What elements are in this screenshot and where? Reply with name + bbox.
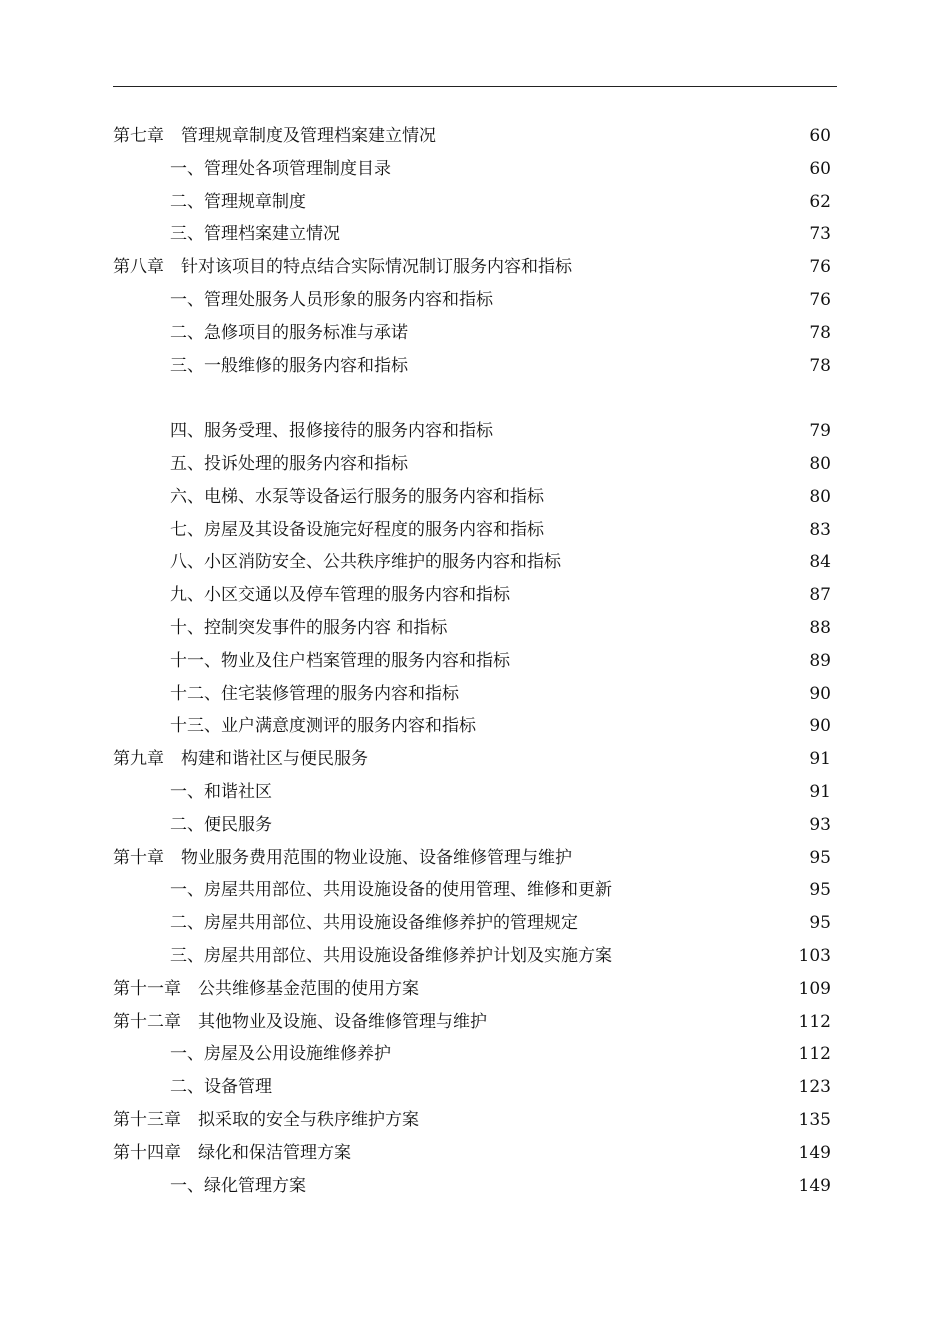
toc-page-number: 90: [809, 683, 831, 704]
toc-entry-title: 二、设备管理: [170, 1077, 272, 1098]
toc-entry-title: 第十二章 其他物业及设施、设备维修管理与维护: [113, 1011, 487, 1032]
toc-page-number: 93: [809, 814, 831, 835]
toc-entry-title: 第九章 构建和谐社区与便民服务: [113, 749, 368, 770]
toc-page-number: 91: [809, 781, 831, 802]
toc-chapter-entry: [0, 743, 950, 776]
toc-section-entry: [0, 218, 950, 251]
toc-section-entry: [0, 514, 950, 547]
toc-entry-title: 第十三章 拟采取的安全与秩序维护方案: [113, 1109, 419, 1130]
toc-entry-title: 第十四章 绿化和保洁管理方案: [113, 1142, 351, 1163]
toc-page-number: 76: [809, 289, 831, 310]
toc-page-number: 87: [809, 585, 831, 606]
toc-section-entry: [0, 678, 950, 711]
toc-page-number: 60: [809, 158, 831, 179]
toc-entry-title: 二、便民服务: [170, 814, 272, 835]
toc-section-entry: [0, 448, 950, 481]
toc-entry-title: 十、控制突发事件的服务内容 和指标: [170, 617, 448, 638]
toc-entry-title: 九、小区交通以及停车管理的服务内容和指标: [170, 585, 510, 606]
toc-entry-title: 第十章 物业服务费用范围的物业设施、设备维修管理与维护: [113, 847, 572, 868]
toc-page-number: 78: [809, 322, 831, 343]
toc-entry-title: 第十一章 公共维修基金范围的使用方案: [113, 978, 419, 999]
toc-entry-title: 五、投诉处理的服务内容和指标: [170, 453, 408, 474]
toc-entry-title: 三、房屋共用部位、共用设施设备维修养护计划及实施方案: [170, 945, 612, 966]
toc-page-number: 112: [798, 1011, 831, 1032]
toc-section-entry: [0, 350, 950, 383]
toc-page-number: 109: [798, 978, 831, 999]
toc-entry-title: 一、房屋共用部位、共用设施设备的使用管理、维修和更新: [170, 880, 612, 901]
toc-section-entry: [0, 1071, 950, 1104]
toc-page-number: 149: [798, 1175, 831, 1196]
toc-section-entry: [0, 317, 950, 350]
toc-page-number: 90: [809, 716, 831, 737]
toc-entry-title: 一、和谐社区: [170, 781, 272, 802]
toc-page-number: 103: [798, 945, 831, 966]
toc-entry-title: 二、急修项目的服务标准与承诺: [170, 322, 408, 343]
toc-section-entry: [0, 546, 950, 579]
toc-entry-title: 一、管理处各项管理制度目录: [170, 158, 391, 179]
toc-section-entry: [0, 710, 950, 743]
toc-section-entry: [0, 1038, 950, 1071]
toc-chapter-entry: [0, 1104, 950, 1137]
toc-section-entry: [0, 153, 950, 186]
toc-entry-title: 四、服务受理、报修接待的服务内容和指标: [170, 421, 493, 442]
toc-section-entry: [0, 481, 950, 514]
toc-entry-title: 一、管理处服务人员形象的服务内容和指标: [170, 289, 493, 310]
toc-page-number: 83: [809, 519, 831, 540]
toc-chapter-entry: [0, 251, 950, 284]
toc-chapter-entry: [0, 1137, 950, 1170]
toc-page-number: 123: [798, 1077, 831, 1098]
toc-entry-title: 第七章 管理规章制度及管理档案建立情况: [113, 126, 436, 146]
toc-page-number: 62: [809, 191, 831, 212]
toc-page-number: 95: [809, 913, 831, 934]
toc-entry-title: 二、房屋共用部位、共用设施设备维修养护的管理规定: [170, 913, 578, 934]
toc-spacer: [0, 382, 950, 415]
toc-page-number: 84: [809, 552, 831, 573]
toc-section-entry: [0, 186, 950, 219]
toc-entry-title: 八、小区消防安全、公共秩序维护的服务内容和指标: [170, 552, 561, 573]
toc-section-entry: [0, 907, 950, 940]
toc-chapter-entry: [0, 120, 950, 153]
toc-section-entry: [0, 612, 950, 645]
toc-section-entry: [0, 874, 950, 907]
toc-entry-title: 一、绿化管理方案: [170, 1175, 306, 1196]
toc-section-entry: [0, 579, 950, 612]
table-of-contents: [0, 120, 950, 1202]
toc-page-number: 88: [809, 617, 831, 638]
toc-page-number: 135: [798, 1109, 831, 1130]
toc-entry-title: 七、房屋及其设备设施完好程度的服务内容和指标: [170, 519, 544, 540]
toc-chapter-entry: [0, 842, 950, 875]
toc-page-number: 89: [809, 650, 831, 671]
toc-page-number: 91: [809, 749, 831, 770]
toc-page-number: 112: [798, 1044, 831, 1065]
toc-chapter-entry: [0, 973, 950, 1006]
toc-chapter-entry: [0, 1006, 950, 1039]
toc-entry-title: 三、管理档案建立情况: [170, 224, 340, 245]
toc-section-entry: [0, 284, 950, 317]
toc-entry-title: 十一、物业及住户档案管理的服务内容和指标: [170, 650, 510, 671]
toc-page-number: 149: [798, 1142, 831, 1163]
toc-page-number: 73: [809, 224, 831, 245]
toc-page-number: 80: [809, 486, 831, 507]
toc-entry-title: 十二、住宅装修管理的服务内容和指标: [170, 683, 459, 704]
toc-page-number: 79: [809, 421, 831, 442]
toc-section-entry: [0, 415, 950, 448]
toc-page-number: 78: [809, 355, 831, 376]
toc-entry-title: 三、一般维修的服务内容和指标: [170, 355, 408, 376]
toc-section-entry: [0, 940, 950, 973]
toc-page-number: 80: [809, 453, 831, 474]
toc-page-number: 76: [809, 257, 831, 278]
toc-page-number: 60: [809, 126, 831, 146]
toc-page-number: 95: [809, 847, 831, 868]
header-rule: [113, 86, 837, 87]
toc-section-entry: [0, 776, 950, 809]
toc-entry-title: 一、房屋及公用设施维修养护: [170, 1044, 391, 1065]
toc-entry-title: 第八章 针对该项目的特点结合实际情况制订服务内容和指标: [113, 257, 572, 278]
toc-entry-title: 二、管理规章制度: [170, 191, 306, 212]
toc-section-entry: [0, 809, 950, 842]
toc-entry-title: 六、电梯、水泵等设备运行服务的服务内容和指标: [170, 486, 544, 507]
toc-section-entry: [0, 1170, 950, 1203]
toc-section-entry: [0, 645, 950, 678]
toc-entry-title: 十三、业户满意度测评的服务内容和指标: [170, 716, 476, 737]
toc-page-number: 95: [809, 880, 831, 901]
